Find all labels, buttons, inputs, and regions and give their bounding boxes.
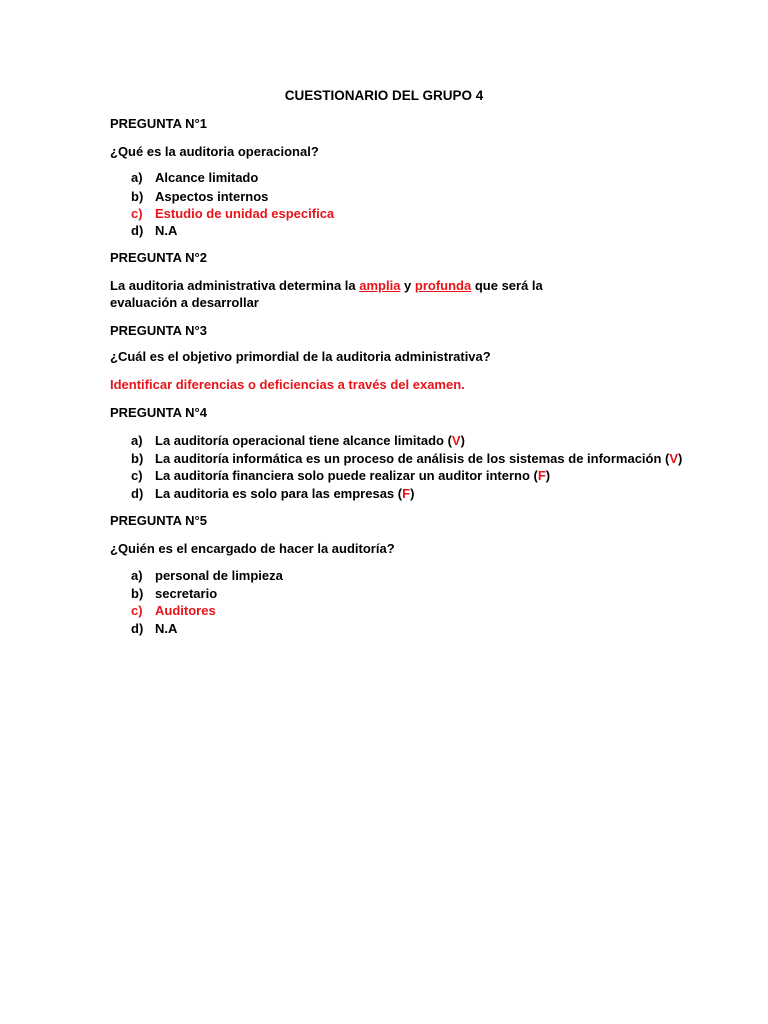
document-title: CUESTIONARIO DEL GRUPO 4: [284, 88, 484, 103]
q4-item-d: [131, 485, 414, 502]
q5-option-b: [131, 585, 217, 602]
item-text: La auditoria es solo para las empresas (: [155, 486, 403, 501]
option-label: a): [131, 170, 143, 185]
q2-blank-1: amplia: [359, 278, 401, 293]
item-label: c): [131, 468, 143, 483]
q2-heading: PREGUNTA N°2: [110, 250, 207, 265]
true-false-mark: V: [669, 451, 679, 466]
item-close: ): [678, 451, 683, 466]
item-close: ): [545, 468, 551, 483]
item-text: La auditoría informática es un proceso de análisis de los sistemas de información (: [155, 451, 670, 466]
option-text: personal de limpieza: [155, 568, 283, 583]
option-text: Estudio de unidad especifica: [155, 206, 335, 221]
q1-option-b: [131, 188, 268, 205]
q1-question: ¿Qué es la auditoria operacional?: [110, 144, 319, 159]
q2-connector: y: [400, 278, 415, 293]
item-close: ): [460, 433, 465, 448]
true-false-mark: F: [402, 486, 411, 501]
q1-option-a: [131, 169, 258, 186]
item-text: La auditoría operacional tiene alcance limitado (: [155, 433, 452, 448]
q3-answer: Identificar diferencias o deficiencias a través del examen.: [110, 377, 465, 392]
q2-text-before: La auditoria administrativa determina la: [110, 278, 360, 293]
option-text: secretario: [155, 586, 218, 601]
q1-option-d: [131, 222, 177, 239]
item-label: d): [131, 486, 144, 501]
q5-option-d: [131, 620, 177, 637]
option-text: N.A: [155, 621, 178, 636]
item-label: a): [131, 433, 143, 448]
true-false-mark: F: [537, 468, 546, 483]
q3-question: ¿Cuál es el objetivo primordial de la auditoria administrativa?: [110, 349, 491, 364]
q4-heading: PREGUNTA N°4: [110, 405, 207, 420]
q4-item-a: [131, 432, 465, 449]
option-label: b): [131, 189, 144, 204]
q5-option-c-correct: [131, 602, 216, 619]
option-label: a): [131, 568, 143, 583]
option-label: d): [131, 223, 144, 238]
q1-option-c-correct: [131, 205, 334, 222]
q5-question: ¿Quién es el encargado de hacer la auditoría?: [110, 541, 395, 556]
true-false-mark: V: [451, 433, 461, 448]
q2-text-after: que será la evaluación a desarrollar: [110, 278, 543, 310]
option-label: c): [131, 603, 143, 618]
option-label: d): [131, 621, 144, 636]
option-label: b): [131, 586, 144, 601]
q5-heading: PREGUNTA N°5: [110, 513, 207, 528]
item-text: La auditoría financiera solo puede realizar un auditor interno (: [155, 468, 538, 483]
q4-item-c: [131, 467, 550, 484]
option-text: N.A: [155, 223, 178, 238]
q2-blank-2: profunda: [414, 278, 472, 293]
option-text: Auditores: [155, 603, 216, 618]
q4-item-b: [131, 450, 682, 467]
item-close: ): [410, 486, 415, 501]
item-label: b): [131, 451, 144, 466]
q3-heading: PREGUNTA N°3: [110, 323, 207, 338]
q5-option-a: [131, 567, 283, 584]
option-text: Aspectos internos: [155, 189, 269, 204]
q2-statement: [110, 277, 610, 311]
option-label: c): [131, 206, 143, 221]
option-text: Alcance limitado: [155, 170, 259, 185]
q1-heading: PREGUNTA N°1: [110, 116, 207, 131]
